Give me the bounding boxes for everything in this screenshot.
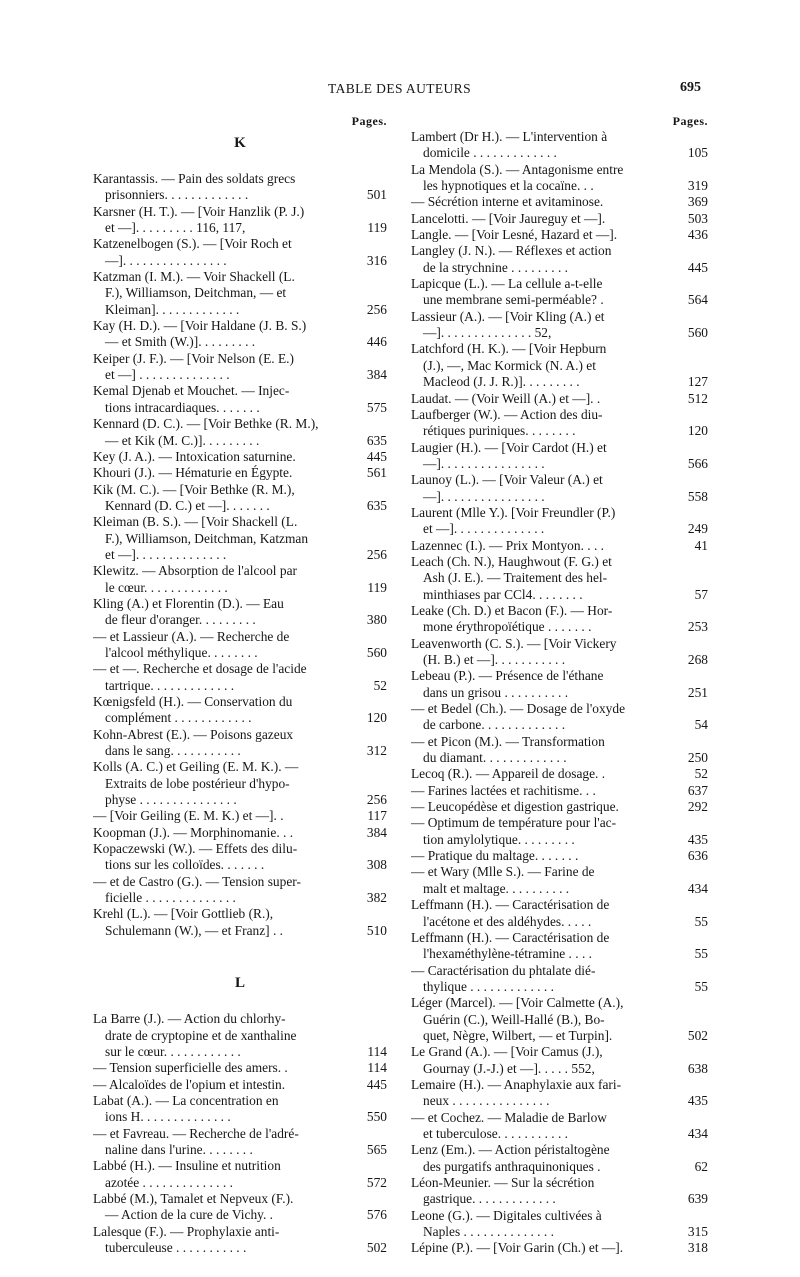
entry-page-number: 565 bbox=[351, 1142, 387, 1158]
entry-line: de carbone. . . . . . . . . . . . . bbox=[423, 717, 566, 733]
index-entry bbox=[93, 906, 387, 939]
entry-line: Kleiman (B. S.). — [Voir Shackell (L. bbox=[93, 514, 298, 530]
entry-line: Koopman (J.). — Morphinomanie. . . bbox=[93, 824, 294, 840]
index-entry bbox=[93, 629, 387, 662]
entry-line: Lapicque (L.). — La cellule a-t-elle bbox=[411, 276, 603, 292]
index-entry bbox=[93, 351, 387, 384]
entry-line: et tuberculose. . . . . . . . . . . bbox=[423, 1125, 569, 1141]
entry-line: tions intracardiaques. . . . . . . bbox=[105, 399, 260, 415]
entry-line: Lazennec (I.). — Prix Montyon. . . . bbox=[411, 537, 605, 553]
entry-line: Leffmann (H.). — Caractérisation de bbox=[411, 929, 610, 945]
entry-line: ficielle . . . . . . . . . . . . . . bbox=[105, 890, 236, 906]
entry-line: domicile . . . . . . . . . . . . . bbox=[423, 145, 557, 161]
entry-line: Lancelotti. — [Voir Jaurеguy et —]. bbox=[411, 210, 606, 226]
entry-page-number: 435 bbox=[672, 832, 708, 848]
entry-line: Leavenworth (C. S.). — [Voir Vickery bbox=[411, 635, 617, 651]
index-entry bbox=[411, 930, 708, 963]
index-entry bbox=[411, 1044, 708, 1077]
entry-line: Launoy (L.). — [Voir Valeur (A.) et bbox=[411, 472, 603, 488]
entry-page-number: 445 bbox=[351, 1077, 387, 1093]
entry-line: et —]. . . . . . . . . 116, 117, bbox=[105, 220, 246, 236]
entry-page-number: 54 bbox=[672, 717, 708, 733]
entry-page-number: 256 bbox=[351, 792, 387, 808]
entry-line: Labbé (M.), Tamalet et Nepveux (F.). bbox=[93, 1190, 294, 1206]
entry-line: Khouri (J.). — Hématurie en Égypte. bbox=[93, 465, 293, 481]
index-entry bbox=[411, 848, 708, 864]
entry-line: Le Grand (A.). — [Voir Camus (J.), bbox=[411, 1044, 603, 1060]
entry-line: Lenz (Em.). — Action péristaltogène bbox=[411, 1142, 610, 1158]
entry-line: — [Voir Geiling (E. M. K.) et —]. . bbox=[93, 808, 284, 824]
entry-line: — et Cochez. — Maladie de Barlow bbox=[411, 1109, 607, 1125]
index-entry bbox=[411, 276, 708, 309]
entry-line: Katzenelbogen (S.). — [Voir Roch et bbox=[93, 236, 292, 252]
entry-line: l'alcool méthylique. . . . . . . . bbox=[105, 644, 258, 660]
entry-line: thylique . . . . . . . . . . . . . bbox=[423, 978, 554, 994]
entry-line: — Alcaloïdes de l'opium et intestin. bbox=[93, 1076, 286, 1092]
entry-line: La Mendola (S.). — Antagonisme entre bbox=[411, 161, 624, 177]
entry-page-number: 55 bbox=[672, 979, 708, 995]
index-entry bbox=[411, 407, 708, 440]
entry-line: physe . . . . . . . . . . . . . . . bbox=[105, 792, 237, 808]
entry-line: Kohn-Abrest (E.). — Poisons gazeux bbox=[93, 726, 294, 742]
index-entry bbox=[93, 1011, 387, 1060]
entry-line: Lebeau (P.). — Présence de l'éthane bbox=[411, 668, 604, 684]
right-column bbox=[411, 113, 708, 1257]
entry-line: gastrique. . . . . . . . . . . . . bbox=[423, 1191, 556, 1207]
entry-line: l'hexaméthylène-tétramine . . . . bbox=[423, 946, 592, 962]
entry-line: drate de cryptopine et de xanthaline bbox=[105, 1027, 297, 1043]
entry-line: —]. . . . . . . . . . . . . . . . bbox=[423, 488, 545, 504]
entry-page-number: 256 bbox=[351, 547, 387, 563]
entry-line: — et Kik (M. C.)]. . . . . . . . . bbox=[105, 432, 260, 448]
index-entry bbox=[411, 799, 708, 815]
entry-line: Klewitz. — Absorption de l'alcool par bbox=[93, 563, 297, 579]
entry-line: Kik (M. C.). — [Voir Bethke (R. M.), bbox=[93, 481, 295, 497]
entry-line: Krehl (L.). — [Voir Gottlieb (R.), bbox=[93, 906, 274, 922]
index-list-right bbox=[411, 129, 708, 1257]
entry-page-number: 41 bbox=[672, 538, 708, 554]
page-number: 695 bbox=[680, 80, 701, 95]
entry-page-number: 249 bbox=[672, 521, 708, 537]
entry-line: du diamant. . . . . . . . . . . . . bbox=[423, 750, 567, 766]
index-entry bbox=[93, 449, 387, 465]
entry-line: — et Smith (W.)]. . . . . . . . . bbox=[105, 334, 256, 350]
entry-page-number: 434 bbox=[672, 881, 708, 897]
entry-line: quet, Nègre, Wilbert, — et Turpin]. bbox=[423, 1027, 613, 1043]
entry-page-number: 382 bbox=[351, 890, 387, 906]
index-entry bbox=[411, 1110, 708, 1143]
entry-line: — et Bedel (Ch.). — Dosage de l'oxyde bbox=[411, 701, 626, 717]
index-entry bbox=[411, 963, 708, 996]
pages-label-right: Pages. bbox=[672, 114, 708, 128]
entry-line: tion amylolytique. . . . . . . . . bbox=[423, 831, 575, 847]
entry-line: l'acétone et des aldéhydes. . . . . bbox=[423, 913, 592, 929]
entry-line: —]. . . . . . . . . . . . . . . . bbox=[423, 455, 545, 471]
index-entry bbox=[93, 465, 387, 481]
entry-page-number: 318 bbox=[672, 1240, 708, 1256]
index-entry bbox=[93, 874, 387, 907]
entry-line: Lecoq (R.). — Appareil de dosage. . bbox=[411, 766, 606, 782]
index-entry bbox=[411, 995, 708, 1044]
entry-line: naline dans l'urine. . . . . . . . bbox=[105, 1141, 253, 1157]
index-entry bbox=[411, 603, 708, 636]
index-entry bbox=[411, 1240, 708, 1256]
entry-line: et —]. . . . . . . . . . . . . . bbox=[105, 546, 227, 562]
entry-line: Kolls (A. C.) et Geiling (E. M. K.). — bbox=[93, 759, 299, 775]
entry-line: Laufberger (W.). — Action des diu- bbox=[411, 406, 603, 422]
entry-line: Kennard (D. C.). — [Voir Bethke (R. M.), bbox=[93, 416, 319, 432]
entry-line: neux . . . . . . . . . . . . . . . bbox=[423, 1093, 550, 1109]
index-entry bbox=[411, 815, 708, 848]
entry-line: une membrane semi-perméable? . bbox=[423, 292, 604, 308]
entry-page-number: 502 bbox=[351, 1240, 387, 1256]
entry-line: Kopaczewski (W.). — Effets des dilu- bbox=[93, 841, 298, 857]
entry-page-number: 55 bbox=[672, 946, 708, 962]
entry-line: rétiques puriniques. . . . . . . . bbox=[423, 423, 576, 439]
index-entry bbox=[93, 563, 387, 596]
entry-line: Karsner (H. T.). — [Voir Hanzlik (P. J.) bbox=[93, 203, 305, 219]
index-entry bbox=[411, 636, 708, 669]
index-entry bbox=[93, 727, 387, 760]
entry-line: de fleur d'oranger. . . . . . . . . bbox=[105, 612, 256, 628]
entry-page-number: 114 bbox=[351, 1044, 387, 1060]
entry-line: La Barre (J.). — Action du chlorhy- bbox=[93, 1011, 286, 1027]
index-entry bbox=[411, 162, 708, 195]
entry-page-number: 250 bbox=[672, 750, 708, 766]
entry-line: Guérin (C.), Weill-Hallé (B.), Bo- bbox=[423, 1011, 605, 1027]
entry-line: Kleiman]. . . . . . . . . . . . . bbox=[105, 301, 240, 317]
entry-page-number: 636 bbox=[672, 848, 708, 864]
entry-line: Leffmann (H.). — Caractérisation de bbox=[411, 897, 610, 913]
entry-page-number: 256 bbox=[351, 302, 387, 318]
index-entry bbox=[411, 897, 708, 930]
index-entry bbox=[93, 383, 387, 416]
entry-page-number: 55 bbox=[672, 914, 708, 930]
entry-page-number: 380 bbox=[351, 612, 387, 628]
index-entry bbox=[93, 1060, 387, 1076]
entry-page-number: 384 bbox=[351, 367, 387, 383]
entry-line: Kemal Djenab et Mouchet. — Injec- bbox=[93, 383, 290, 399]
entry-line: Laudat. — (Voir Weill (A.) et —]. . bbox=[411, 390, 601, 406]
index-entry bbox=[93, 204, 387, 237]
entry-line: Léon-Meunier. — Sur la sécrétion bbox=[411, 1175, 595, 1190]
index-entry bbox=[411, 1208, 708, 1241]
entry-line: — Farines lactées et rachitisme. . . bbox=[411, 782, 596, 798]
index-entry bbox=[411, 1142, 708, 1175]
entry-page-number: 575 bbox=[351, 400, 387, 416]
entry-line: Macleod (J. J. R.)]. . . . . . . . . bbox=[423, 374, 580, 390]
index-entry bbox=[93, 841, 387, 874]
index-entry bbox=[93, 1077, 387, 1093]
entry-line: Keiper (J. F.). — [Voir Nelson (E. E.) bbox=[93, 350, 294, 366]
index-entry bbox=[411, 309, 708, 342]
entry-page-number: 566 bbox=[672, 456, 708, 472]
entry-page-number: 561 bbox=[351, 465, 387, 481]
index-entry bbox=[93, 759, 387, 808]
entry-line: — Leucopédèse et digestion gastrique. bbox=[411, 799, 619, 815]
entry-line: Lambert (Dr H.). — L'intervention à bbox=[411, 129, 608, 144]
entry-line: Léger (Marcel). — [Voir Calmette (A.), bbox=[411, 995, 624, 1011]
entry-line: tartrique. . . . . . . . . . . . . bbox=[105, 677, 235, 693]
index-entry bbox=[93, 269, 387, 318]
index-entry bbox=[411, 864, 708, 897]
index-entry bbox=[411, 1175, 708, 1208]
entry-line: —]. . . . . . . . . . . . . . 52, bbox=[423, 325, 552, 341]
entry-page-number: 572 bbox=[351, 1175, 387, 1191]
entry-page-number: 316 bbox=[351, 253, 387, 269]
index-entry bbox=[93, 416, 387, 449]
index-entry bbox=[93, 236, 387, 269]
index-entry bbox=[411, 701, 708, 734]
entry-line: — Optimum de température pour l'ac- bbox=[411, 815, 617, 831]
index-entry bbox=[411, 194, 708, 210]
entry-line: dans le sang. . . . . . . . . . . bbox=[105, 743, 241, 759]
entry-page-number: 369 bbox=[672, 194, 708, 210]
index-entry bbox=[411, 341, 708, 390]
entry-page-number: 436 bbox=[672, 227, 708, 243]
index-entry bbox=[93, 825, 387, 841]
entry-line: Leone (G.). — Digitales cultivées à bbox=[411, 1207, 602, 1223]
entry-line: prisonniers. . . . . . . . . . . . . bbox=[105, 187, 249, 203]
entry-page-number: 120 bbox=[351, 710, 387, 726]
pages-label-left: Pages. bbox=[351, 114, 387, 128]
entry-line: dans un grisou . . . . . . . . . . bbox=[423, 684, 569, 700]
entry-page-number: 512 bbox=[672, 391, 708, 407]
index-list-k bbox=[93, 171, 387, 939]
index-entry bbox=[411, 505, 708, 538]
entry-page-number: 62 bbox=[672, 1159, 708, 1175]
entry-line: F.), Williamson, Deitchman, — et bbox=[105, 285, 287, 301]
entry-page-number: 114 bbox=[351, 1060, 387, 1076]
index-entry bbox=[411, 783, 708, 799]
left-column bbox=[93, 113, 387, 1256]
entry-page-number: 52 bbox=[351, 678, 387, 694]
index-entry bbox=[93, 1126, 387, 1159]
index-entry bbox=[411, 554, 708, 603]
entry-line: tions sur les colloïdes. . . . . . . bbox=[105, 857, 265, 873]
index-entry bbox=[411, 734, 708, 767]
entry-page-number: 576 bbox=[351, 1207, 387, 1223]
entry-line: Lalesque (F.). — Prophylaxie anti- bbox=[93, 1223, 280, 1239]
index-entry bbox=[411, 668, 708, 701]
index-entry bbox=[411, 129, 708, 162]
entry-line: — Tension superficielle des amers. . bbox=[93, 1060, 288, 1076]
entry-line: — et —. Recherche et dosage de l'acide bbox=[93, 661, 307, 677]
entry-line: (H. B.) et —]. . . . . . . . . . . bbox=[423, 652, 566, 667]
entry-line: des purgatifs anthraquinoniques . bbox=[423, 1158, 601, 1174]
entry-page-number: 119 bbox=[351, 580, 387, 596]
index-entry bbox=[93, 171, 387, 204]
entry-line: — Caractérisation du phtalate dié- bbox=[411, 962, 596, 978]
entry-line: Kay (H. D.). — [Voir Haldane (J. B. S.) bbox=[93, 318, 307, 334]
entry-line: F.), Williamson, Deitchman, Katzman bbox=[105, 530, 309, 546]
entry-line: Ash (J. E.). — Traitement des hel- bbox=[423, 570, 608, 586]
entry-page-number: 445 bbox=[672, 260, 708, 276]
entry-line: Langley (J. N.). — Réflexes et action bbox=[411, 243, 612, 259]
entry-page-number: 312 bbox=[351, 743, 387, 759]
entry-line: Extraits de lobe postérieur d'hypo- bbox=[105, 775, 290, 791]
entry-page-number: 638 bbox=[672, 1061, 708, 1077]
entry-line: — et Picon (M.). — Transformation bbox=[411, 733, 605, 749]
entry-page-number: 635 bbox=[351, 498, 387, 514]
entry-page-number: 510 bbox=[351, 923, 387, 939]
index-entry bbox=[93, 1158, 387, 1191]
entry-line: Naples . . . . . . . . . . . . . . bbox=[423, 1224, 554, 1240]
entry-page-number: 52 bbox=[672, 766, 708, 782]
entry-line: Gournay (J.-J.) et —]. . . . . 552, bbox=[423, 1060, 595, 1076]
entry-line: Lépine (P.). — [Voir Garin (Ch.) et —]. bbox=[411, 1240, 624, 1256]
entry-page-number: 639 bbox=[672, 1191, 708, 1207]
entry-line: Leake (Ch. D.) et Bacon (F.). — Hor- bbox=[411, 602, 613, 618]
entry-line: Karantassis. — Pain des soldats grecs bbox=[93, 171, 296, 186]
index-entry bbox=[411, 243, 708, 276]
entry-page-number: 117 bbox=[351, 808, 387, 824]
entry-page-number: 120 bbox=[672, 423, 708, 439]
index-entry bbox=[93, 482, 387, 515]
entry-line: Schulemann (W.), — et Franz] . . bbox=[105, 922, 284, 938]
entry-line: ions H. . . . . . . . . . . . . . bbox=[105, 1109, 231, 1125]
entry-page-number: 501 bbox=[351, 187, 387, 203]
entry-line: le cœur. . . . . . . . . . . . . bbox=[105, 579, 228, 595]
entry-line: — Action de la cure de Vichy. . bbox=[105, 1207, 274, 1223]
index-entry bbox=[93, 1224, 387, 1257]
entry-line: Kling (A.) et Florentin (D.). — Eau bbox=[93, 595, 284, 611]
index-entry bbox=[93, 514, 387, 563]
entry-line: mone érythropoïétique . . . . . . . bbox=[423, 619, 592, 635]
index-entry bbox=[411, 538, 708, 554]
index-entry bbox=[411, 227, 708, 243]
index-entry bbox=[93, 318, 387, 351]
entry-line: azotée . . . . . . . . . . . . . . bbox=[105, 1174, 233, 1190]
entry-page-number: 253 bbox=[672, 619, 708, 635]
entry-line: Lemaire (H.). — Anaphylaxie aux fari- bbox=[411, 1076, 622, 1092]
entry-line: — et Wary (Mlle S.). — Farine de bbox=[411, 864, 595, 880]
entry-line: Labat (A.). — La concentration en bbox=[93, 1092, 279, 1108]
entry-line: — et de Castro (G.). — Tension super- bbox=[93, 873, 301, 889]
entry-page-number: 384 bbox=[351, 825, 387, 841]
entry-line: minthiases par CCl4. . . . . . . . bbox=[423, 586, 583, 602]
entry-page-number: 434 bbox=[672, 1126, 708, 1142]
entry-line: Key (J. A.). — Intoxication saturnine. bbox=[93, 448, 296, 464]
entry-page-number: 564 bbox=[672, 292, 708, 308]
entry-page-number: 445 bbox=[351, 449, 387, 465]
entry-line: sur le cœur. . . . . . . . . . . . bbox=[105, 1043, 241, 1059]
index-entry bbox=[93, 808, 387, 824]
index-entry bbox=[93, 596, 387, 629]
entry-page-number: 550 bbox=[351, 1109, 387, 1125]
entry-line: complément . . . . . . . . . . . . bbox=[105, 710, 252, 726]
index-entry bbox=[411, 391, 708, 407]
index-entry bbox=[93, 1093, 387, 1126]
entry-line: Latchford (H. K.). — [Voir Hepburn bbox=[411, 341, 607, 357]
entry-page-number: 502 bbox=[672, 1028, 708, 1044]
entry-page-number: 560 bbox=[672, 325, 708, 341]
entry-page-number: 635 bbox=[351, 433, 387, 449]
entry-line: Laugier (H.). — [Voir Cardot (H.) et bbox=[411, 439, 607, 455]
index-entry bbox=[411, 440, 708, 473]
entry-line: Kennard (D. C.) et —]. . . . . . . bbox=[105, 497, 270, 513]
entry-line: et —]. . . . . . . . . . . . . . bbox=[423, 521, 545, 537]
entry-page-number: 558 bbox=[672, 489, 708, 505]
index-entry bbox=[93, 1191, 387, 1224]
index-entry bbox=[411, 472, 708, 505]
entry-page-number: 57 bbox=[672, 587, 708, 603]
entry-page-number: 127 bbox=[672, 374, 708, 390]
entry-line: — et Favreau. — Recherche de l'adré- bbox=[93, 1125, 299, 1141]
entry-line: et —] . . . . . . . . . . . . . . bbox=[105, 367, 230, 383]
entry-line: les hypnotiques et la cocaïne. . . bbox=[423, 178, 594, 194]
entry-line: — Sécrétion interne et avitaminose. bbox=[411, 194, 604, 210]
entry-page-number: 446 bbox=[351, 334, 387, 350]
entry-page-number: 292 bbox=[672, 799, 708, 815]
index-list-l bbox=[93, 1011, 387, 1256]
entry-page-number: 119 bbox=[351, 220, 387, 236]
entry-line: tuberculeuse . . . . . . . . . . . bbox=[105, 1239, 247, 1255]
index-entry bbox=[411, 1077, 708, 1110]
entry-line: Kœnigsfeld (H.). — Conservation du bbox=[93, 694, 293, 709]
index-entry bbox=[411, 766, 708, 782]
entry-page-number: 435 bbox=[672, 1093, 708, 1109]
entry-page-number: 315 bbox=[672, 1224, 708, 1240]
entry-line: —]. . . . . . . . . . . . . . . . bbox=[105, 252, 227, 268]
entry-page-number: 268 bbox=[672, 652, 708, 668]
entry-page-number: 251 bbox=[672, 685, 708, 701]
entry-page-number: 637 bbox=[672, 783, 708, 799]
entry-page-number: 308 bbox=[351, 857, 387, 873]
section-letter-k: K bbox=[234, 135, 246, 151]
entry-line: Laurent (Mlle Y.). [Voir Freundler (P.) bbox=[411, 504, 616, 520]
entry-page-number: 503 bbox=[672, 211, 708, 227]
entry-page-number: 560 bbox=[351, 645, 387, 661]
entry-line: — Pratique du maltage. . . . . . . bbox=[411, 848, 579, 864]
entry-page-number: 319 bbox=[672, 178, 708, 194]
entry-line: (J.), —, Mac Kormick (N. A.) et bbox=[423, 357, 596, 373]
entry-line: de la strychnine . . . . . . . . . bbox=[423, 259, 569, 275]
entry-line: — et Lassieur (A.). — Recherche de bbox=[93, 628, 290, 644]
entry-page-number: 105 bbox=[672, 145, 708, 161]
entry-line: malt et maltage. . . . . . . . . . bbox=[423, 880, 570, 896]
entry-line: Langle. — [Voir Lesné, Hazard et —]. bbox=[411, 227, 618, 243]
index-entry bbox=[411, 211, 708, 227]
entry-line: Labbé (H.). — Insuline et nutrition bbox=[93, 1158, 281, 1174]
index-entry bbox=[93, 694, 387, 727]
entry-line: Lassieur (A.). — [Voir Kling (A.) et bbox=[411, 308, 605, 324]
entry-line: Leach (Ch. N.), Haughwout (F. G.) et bbox=[411, 553, 612, 569]
running-header-title: TABLE DES AUTEURS bbox=[328, 81, 471, 96]
index-entry bbox=[93, 661, 387, 694]
section-letter-l: L bbox=[234, 975, 245, 992]
entry-line: Katzman (I. M.). — Voir Shackell (L. bbox=[93, 269, 295, 285]
